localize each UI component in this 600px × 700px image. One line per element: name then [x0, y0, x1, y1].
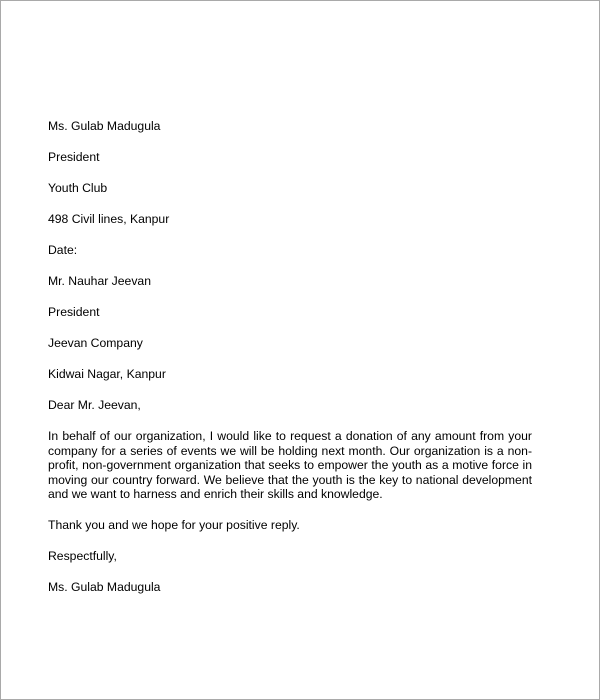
- recipient-name: Mr. Nauhar Jeevan: [48, 274, 151, 288]
- signature: Ms. Gulab Madugula: [48, 579, 161, 594]
- recipient-address: Kidwai Nagar, Kanpur: [48, 367, 166, 381]
- letter-body: [48, 119, 532, 611]
- sender-address: 498 Civil lines, Kanpur: [48, 212, 170, 226]
- sender-organization: Youth Club: [48, 181, 108, 195]
- sender-name: Ms. Gulab Madugula: [48, 119, 161, 133]
- sender-title: President: [48, 150, 100, 164]
- date-label: Date:: [48, 243, 78, 257]
- body-paragraph: In behalf of our organization, I would like to request a donation of any amount from your company for a series of events we will be holding next month. Our organization is a non-profit, non-government organization that seeks to empower the youth as a motive force in moving our country forward. We believe that the youth is the key to national development and we want to harness and enrich their skills and knowledge.: [48, 429, 532, 502]
- recipient-company: Jeevan Company: [48, 336, 143, 350]
- salutation: Dear Mr. Jeevan,: [48, 398, 141, 412]
- thanks-line: Thank you and we hope for your positive reply.: [48, 517, 300, 532]
- closing: Respectfully,: [48, 548, 117, 563]
- recipient-title: President: [48, 305, 100, 319]
